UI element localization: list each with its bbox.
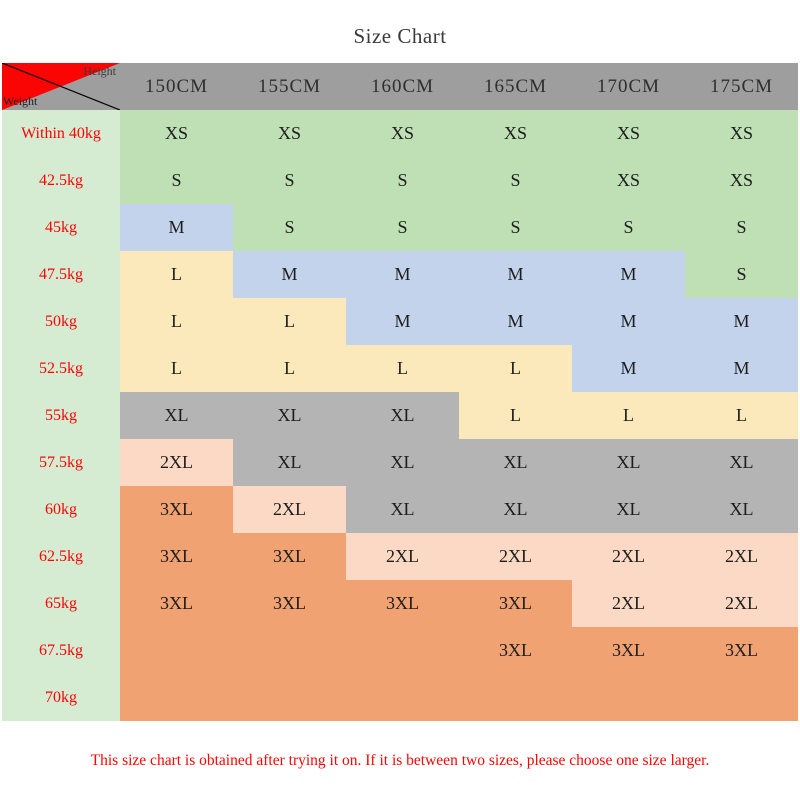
size-cell: M bbox=[120, 204, 233, 251]
size-cell: L bbox=[572, 392, 685, 439]
size-cell bbox=[346, 674, 459, 721]
size-cell: 2XL bbox=[459, 533, 572, 580]
corner-height-label: Height bbox=[83, 64, 116, 78]
row-header-8: 60kg bbox=[2, 486, 120, 533]
size-cell: 2XL bbox=[572, 533, 685, 580]
size-cell: S bbox=[459, 204, 572, 251]
size-cell: L bbox=[233, 298, 346, 345]
size-cell bbox=[233, 674, 346, 721]
column-header-2: 160CM bbox=[346, 63, 459, 110]
size-cell: 3XL bbox=[233, 580, 346, 627]
size-cell: 2XL bbox=[572, 580, 685, 627]
table-row bbox=[2, 674, 798, 721]
size-cell: M bbox=[572, 251, 685, 298]
size-cell: XL bbox=[346, 392, 459, 439]
size-cell: L bbox=[459, 345, 572, 392]
table-row bbox=[2, 110, 798, 157]
column-header-3: 165CM bbox=[459, 63, 572, 110]
size-cell bbox=[346, 627, 459, 674]
size-cell: L bbox=[346, 345, 459, 392]
size-cell: XS bbox=[572, 157, 685, 204]
size-cell: XL bbox=[346, 439, 459, 486]
row-header-9: 62.5kg bbox=[2, 533, 120, 580]
row-header-5: 52.5kg bbox=[2, 345, 120, 392]
table-row bbox=[2, 298, 798, 345]
size-cell: XL bbox=[572, 486, 685, 533]
table-row bbox=[2, 345, 798, 392]
size-cell: 3XL bbox=[233, 533, 346, 580]
size-cell bbox=[120, 627, 233, 674]
row-header-3: 47.5kg bbox=[2, 251, 120, 298]
size-cell: XS bbox=[685, 110, 798, 157]
size-cell: XL bbox=[233, 392, 346, 439]
column-header-1: 155CM bbox=[233, 63, 346, 110]
size-cell: XS bbox=[459, 110, 572, 157]
size-cell: M bbox=[459, 251, 572, 298]
size-cell: 3XL bbox=[572, 627, 685, 674]
size-cell: XS bbox=[572, 110, 685, 157]
size-cell: XS bbox=[685, 157, 798, 204]
size-cell: L bbox=[120, 298, 233, 345]
corner-weight-label: Weight bbox=[3, 94, 38, 108]
corner-header-cell bbox=[2, 63, 120, 110]
table-row bbox=[2, 627, 798, 674]
size-cell: L bbox=[685, 392, 798, 439]
row-header-12: 70kg bbox=[2, 674, 120, 721]
table-body bbox=[2, 110, 798, 721]
row-header-10: 65kg bbox=[2, 580, 120, 627]
table-row bbox=[2, 204, 798, 251]
table-row bbox=[2, 580, 798, 627]
size-cell: 3XL bbox=[120, 533, 233, 580]
size-chart-table-container bbox=[0, 63, 800, 721]
size-cell: XL bbox=[685, 486, 798, 533]
size-cell: XL bbox=[120, 392, 233, 439]
row-header-2: 45kg bbox=[2, 204, 120, 251]
size-cell: 3XL bbox=[459, 580, 572, 627]
size-cell: XS bbox=[346, 110, 459, 157]
row-header-6: 55kg bbox=[2, 392, 120, 439]
size-cell: 3XL bbox=[120, 486, 233, 533]
size-cell: XS bbox=[120, 110, 233, 157]
row-header-0: Within 40kg bbox=[2, 110, 120, 157]
size-cell bbox=[685, 674, 798, 721]
page-title: Size Chart bbox=[353, 24, 447, 48]
size-cell: 2XL bbox=[120, 439, 233, 486]
size-cell: XL bbox=[459, 486, 572, 533]
row-header-4: 50kg bbox=[2, 298, 120, 345]
size-cell: XL bbox=[685, 439, 798, 486]
size-cell: S bbox=[685, 204, 798, 251]
column-header-0: 150CM bbox=[120, 63, 233, 110]
size-cell: M bbox=[685, 298, 798, 345]
size-cell: 3XL bbox=[459, 627, 572, 674]
size-cell: 2XL bbox=[685, 533, 798, 580]
size-cell: L bbox=[233, 345, 346, 392]
size-cell: 3XL bbox=[685, 627, 798, 674]
size-cell: XS bbox=[233, 110, 346, 157]
size-cell: S bbox=[233, 157, 346, 204]
row-header-1: 42.5kg bbox=[2, 157, 120, 204]
size-cell: L bbox=[459, 392, 572, 439]
size-cell: 2XL bbox=[346, 533, 459, 580]
size-cell: M bbox=[459, 298, 572, 345]
row-header-11: 67.5kg bbox=[2, 627, 120, 674]
size-cell bbox=[572, 674, 685, 721]
size-cell: M bbox=[233, 251, 346, 298]
size-cell: S bbox=[120, 157, 233, 204]
size-cell: M bbox=[685, 345, 798, 392]
row-header-7: 57.5kg bbox=[2, 439, 120, 486]
size-cell: S bbox=[459, 157, 572, 204]
table-row bbox=[2, 392, 798, 439]
table-row bbox=[2, 439, 798, 486]
size-cell bbox=[459, 674, 572, 721]
size-cell: 3XL bbox=[346, 580, 459, 627]
column-header-4: 170CM bbox=[572, 63, 685, 110]
table-row bbox=[2, 486, 798, 533]
size-cell: S bbox=[572, 204, 685, 251]
size-cell: XL bbox=[346, 486, 459, 533]
size-cell: M bbox=[346, 298, 459, 345]
size-cell: XL bbox=[233, 439, 346, 486]
size-cell: L bbox=[120, 345, 233, 392]
size-cell: M bbox=[572, 298, 685, 345]
size-cell bbox=[120, 674, 233, 721]
size-cell: 3XL bbox=[120, 580, 233, 627]
table-row bbox=[2, 157, 798, 204]
size-cell: M bbox=[346, 251, 459, 298]
footnote-text: This size chart is obtained after trying it on. If it is between two sizes, please choose one size larger. bbox=[90, 752, 710, 769]
size-cell: S bbox=[346, 204, 459, 251]
size-cell: XL bbox=[459, 439, 572, 486]
table-row bbox=[2, 251, 798, 298]
size-chart-table bbox=[2, 63, 798, 721]
table-header bbox=[2, 63, 798, 110]
size-cell bbox=[233, 627, 346, 674]
size-cell: 2XL bbox=[233, 486, 346, 533]
size-cell: S bbox=[346, 157, 459, 204]
size-cell: M bbox=[572, 345, 685, 392]
size-cell: S bbox=[233, 204, 346, 251]
column-header-5: 175CM bbox=[685, 63, 798, 110]
size-cell: L bbox=[120, 251, 233, 298]
header-row bbox=[2, 63, 798, 110]
size-cell: 2XL bbox=[685, 580, 798, 627]
table-row bbox=[2, 533, 798, 580]
size-cell: XL bbox=[572, 439, 685, 486]
size-cell: S bbox=[685, 251, 798, 298]
